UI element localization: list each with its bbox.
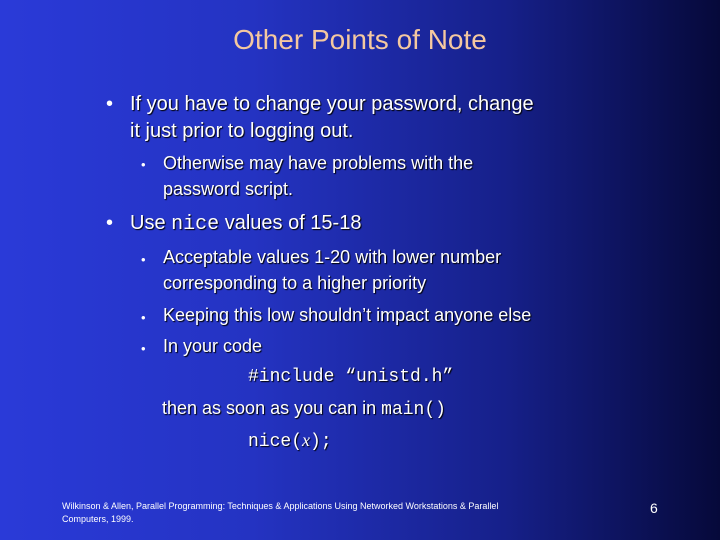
bullet-dot: • [106, 93, 114, 115]
nice-call-arg: x [302, 430, 311, 450]
sub-bullet-script-line1: Otherwise may have problems with the [163, 153, 474, 173]
bullet-nice-values [130, 212, 361, 236]
bullet-dot: • [106, 212, 114, 234]
nice-code-word: nice [171, 213, 220, 236]
then-main-pre: then as soon as you can in [162, 398, 382, 418]
citation-line2: Computers, 1999. [62, 514, 134, 524]
page-number: 6 [650, 500, 658, 516]
nice-call-line [248, 430, 332, 452]
then-main-line [162, 398, 446, 420]
sub-bullet-dot: • [141, 341, 146, 356]
citation-line1: Wilkinson & Allen, Parallel Programming: Techniques & Applications Using Networked Workstations & Parallel [62, 501, 499, 511]
slide-title: Other Points of Note [233, 24, 487, 55]
bullet-nice-post: values of 15-18 [219, 212, 362, 234]
bullet-nice-pre: Use [130, 212, 172, 234]
nice-call-post: ); [310, 432, 332, 452]
sub-bullet-acceptable-line1: Acceptable values 1-20 with lower number [163, 247, 502, 267]
bullet-password-line2: it just prior to logging out. [130, 120, 354, 142]
bullet-password-line1: If you have to change your password, change [130, 93, 534, 115]
sub-bullet-dot: • [141, 252, 146, 267]
sub-bullet-script-line2: password script. [163, 179, 294, 199]
nice-call-pre: nice( [248, 432, 303, 452]
sub-bullet-keeping-low: Keeping this low shouldn’t impact anyone else [163, 305, 532, 325]
code-include-line: #include “unistd.h” [248, 367, 454, 387]
sub-bullet-dot: • [141, 157, 146, 172]
sub-bullet-acceptable-line2: corresponding to a higher priority [163, 273, 427, 293]
main-code-word: main() [381, 400, 446, 420]
sub-bullet-in-your-code: In your code [163, 336, 263, 356]
sub-bullet-dot: • [141, 310, 146, 325]
citation-footer [62, 500, 562, 526]
